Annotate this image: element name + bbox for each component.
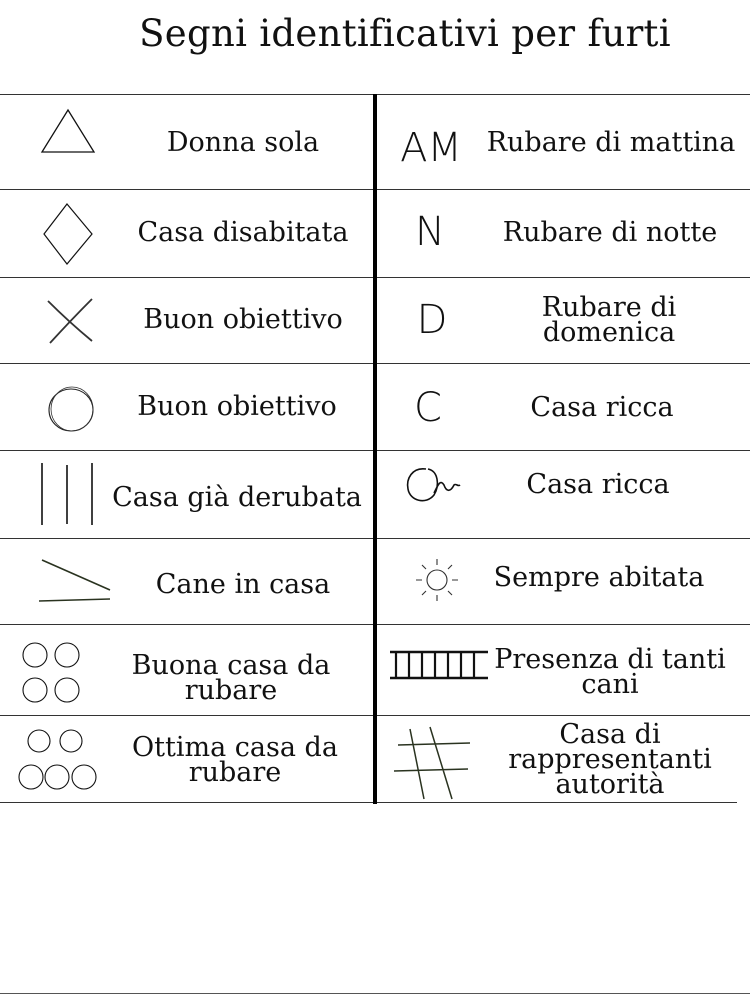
page-bottom-rule bbox=[0, 993, 750, 994]
column-divider bbox=[373, 94, 377, 804]
four-circles-icon bbox=[20, 640, 84, 706]
d-letter-icon: D bbox=[416, 297, 448, 343]
hash-icon bbox=[390, 725, 474, 803]
page-title: Segni identificativi per furti bbox=[139, 12, 671, 55]
sign-label: Cane in casa bbox=[155, 568, 331, 600]
sign-label: Rubare di notte bbox=[502, 216, 718, 248]
sign-label: Buon obiettivo bbox=[137, 390, 337, 422]
slanted-lines-icon bbox=[36, 556, 114, 604]
triangle-icon bbox=[40, 108, 96, 154]
circle-icon bbox=[46, 386, 98, 434]
sign-label: Ottima casa da rubare bbox=[132, 732, 338, 788]
am-letters-icon: AM bbox=[400, 125, 462, 171]
sign-label: Rubare di domenica bbox=[541, 292, 677, 348]
sign-label: Presenza di tanti cani bbox=[494, 644, 726, 700]
cross-x-icon bbox=[44, 297, 96, 345]
sign-label: Rubare di mattina bbox=[486, 126, 736, 158]
sign-label: Casa ricca bbox=[530, 391, 674, 423]
sign-label: Casa disabitata bbox=[137, 216, 349, 248]
scribble-icon bbox=[404, 463, 464, 507]
three-bars-icon bbox=[36, 461, 96, 527]
sign-label: Buona casa da rubare bbox=[131, 650, 331, 706]
row-divider bbox=[0, 802, 737, 803]
diamond-icon bbox=[42, 202, 94, 266]
five-circles-icon bbox=[16, 727, 100, 793]
c-letter-icon: C bbox=[414, 385, 442, 431]
n-letter-icon: N bbox=[415, 209, 445, 255]
sign-label: Donna sola bbox=[166, 126, 320, 158]
sign-label: Sempre abitata bbox=[493, 561, 705, 593]
sign-label: Buon obiettivo bbox=[143, 303, 343, 335]
sun-icon bbox=[412, 555, 462, 605]
sign-label: Casa di rappresentanti autorità bbox=[508, 718, 712, 800]
sign-label: Casa già derubata bbox=[112, 481, 362, 513]
sign-label: Casa ricca bbox=[526, 468, 670, 500]
fence-icon bbox=[388, 648, 492, 682]
